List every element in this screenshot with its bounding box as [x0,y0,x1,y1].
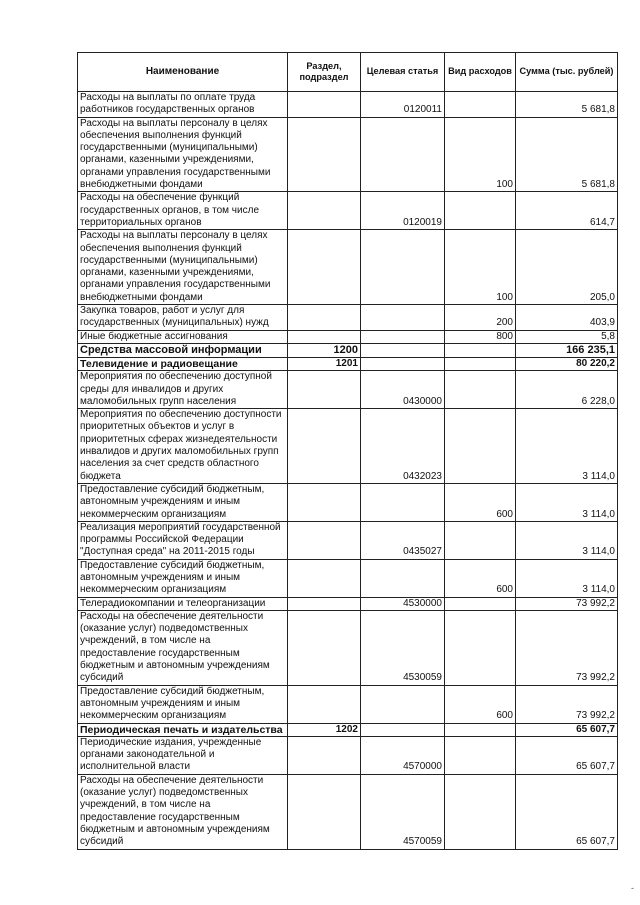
row-target [361,685,445,723]
row-sum: 5 681,8 [516,92,618,118]
row-target [361,559,445,597]
row-target: 4570059 [361,774,445,849]
row-type: 600 [445,685,516,723]
row-sum: 80 220,2 [516,357,618,370]
row-name: Предоставление субсидий бюджетным, автономным учреждениям и иным некоммерческим организациям [78,483,288,521]
row-section [288,685,361,723]
col-header-type: Вид расходов [445,53,516,92]
col-header-name: Наименование [78,53,288,92]
table-row [78,736,618,774]
row-sum: 205,0 [516,230,618,305]
row-section: 1202 [288,723,361,736]
row-section [288,774,361,849]
row-target: 0430000 [361,371,445,409]
row-sum: 3 114,0 [516,409,618,484]
table-row [78,774,618,849]
col-header-sum: Сумма (тыс. рублей) [516,53,618,92]
row-section [288,230,361,305]
row-name: Реализация мероприятий государственной программы Российской Федерации "Доступная среда" на 2011-2015 годы [78,521,288,559]
row-target [361,723,445,736]
row-type: 800 [445,330,516,343]
row-type [445,357,516,370]
row-section [288,736,361,774]
row-name: Иные бюджетные ассигнования [78,330,288,343]
row-section [288,192,361,230]
table-row [78,343,618,357]
row-sum: 65 607,7 [516,736,618,774]
row-name: Расходы на обеспечение деятельности (оказание услуг) подведомственных учреждений, в том числе на предоставление государственным бюджетным и автономным учреждениям субсидий [78,610,288,685]
row-sum: 73 992,2 [516,610,618,685]
row-type [445,92,516,118]
row-sum: 73 992,2 [516,597,618,610]
row-target: 0120011 [361,92,445,118]
row-type [445,610,516,685]
col-header-target: Целевая статья [361,53,445,92]
row-name: Телевидение и радиовещание [78,357,288,370]
row-section [288,92,361,118]
row-sum: 614,7 [516,192,618,230]
row-section [288,597,361,610]
col-header-section: Раздел, подраздел [288,53,361,92]
table-row [78,117,618,192]
row-section [288,483,361,521]
table-row [78,559,618,597]
page-mark: - [631,883,634,893]
table-row [78,521,618,559]
table-row [78,483,618,521]
row-sum: 3 114,0 [516,521,618,559]
table-row [78,230,618,305]
row-target [361,330,445,343]
row-name: Расходы на обеспечение функций государственных органов, в том числе территориальных органов [78,192,288,230]
row-target: 4530000 [361,597,445,610]
row-sum: 6 228,0 [516,371,618,409]
row-section: 1200 [288,343,361,357]
table-row [78,330,618,343]
row-target [361,343,445,357]
row-name: Средства массовой информации [78,343,288,357]
row-sum: 65 607,7 [516,774,618,849]
row-section [288,330,361,343]
row-name: Закупка товаров, работ и услуг для государственных (муниципальных) нужд [78,305,288,331]
row-target: 4530059 [361,610,445,685]
row-type: 600 [445,483,516,521]
row-target [361,483,445,521]
row-target: 0432023 [361,409,445,484]
row-name: Предоставление субсидий бюджетным, автономным учреждениям и иным некоммерческим организациям [78,559,288,597]
row-section [288,559,361,597]
row-target [361,230,445,305]
row-section [288,117,361,192]
row-target [361,357,445,370]
table-row [78,409,618,484]
row-type [445,371,516,409]
row-name: Предоставление субсидий бюджетным, автономным учреждениям и иным некоммерческим организациям [78,685,288,723]
row-sum: 403,9 [516,305,618,331]
row-target [361,305,445,331]
table-row [78,192,618,230]
table-header-row [78,53,618,92]
table-row [78,685,618,723]
row-name: Расходы на обеспечение деятельности (оказание услуг) подведомственных учреждений, в том числе на предоставление государственным бюджетным и автономным учреждениям субсидий [78,774,288,849]
row-section [288,371,361,409]
row-sum: 3 114,0 [516,559,618,597]
row-type [445,723,516,736]
row-target: 0120019 [361,192,445,230]
table-row [78,305,618,331]
budget-table [77,52,618,850]
row-name: Мероприятия по обеспечению доступности приоритетных объектов и услуг в приоритетных сферах жизнедеятельности инвалидов и других маломобильных групп населения за счет средств областного бюджета [78,409,288,484]
row-type [445,736,516,774]
table-row [78,371,618,409]
row-name: Расходы на выплаты персоналу в целях обеспечения выполнения функций государственными (муниципальными) органами, казенными учреждениями, органами управления государственными внебюджетными фондами [78,230,288,305]
row-target [361,117,445,192]
row-type [445,774,516,849]
table-row [78,357,618,370]
row-sum: 5,8 [516,330,618,343]
row-sum: 65 607,7 [516,723,618,736]
row-type: 600 [445,559,516,597]
table-row [78,610,618,685]
table-row [78,92,618,118]
row-type [445,343,516,357]
row-section [288,409,361,484]
row-sum: 73 992,2 [516,685,618,723]
row-name: Расходы на выплаты по оплате труда работников государственных органов [78,92,288,118]
row-section [288,521,361,559]
row-name: Расходы на выплаты персоналу в целях обеспечения выполнения функций государственными (муниципальными) органами, казенными учреждениями, органами управления государственными внебюджетными фондами [78,117,288,192]
table-row [78,723,618,736]
row-type: 200 [445,305,516,331]
row-name: Периодические издания, учрежденные органами законодательной и исполнительной власти [78,736,288,774]
row-sum: 3 114,0 [516,483,618,521]
row-type: 100 [445,117,516,192]
row-name: Периодическая печать и издательства [78,723,288,736]
row-type: 100 [445,230,516,305]
row-target: 0435027 [361,521,445,559]
row-name: Телерадиокомпании и телеорганизации [78,597,288,610]
row-section: 1201 [288,357,361,370]
row-sum: 5 681,8 [516,117,618,192]
row-section [288,305,361,331]
row-section [288,610,361,685]
table-body [78,92,618,850]
row-type [445,409,516,484]
row-type [445,192,516,230]
row-name: Мероприятия по обеспечению доступной среды для инвалидов и других маломобильных групп населения [78,371,288,409]
row-type [445,597,516,610]
table-row [78,597,618,610]
row-target: 4570000 [361,736,445,774]
row-type [445,521,516,559]
row-sum: 166 235,1 [516,343,618,357]
